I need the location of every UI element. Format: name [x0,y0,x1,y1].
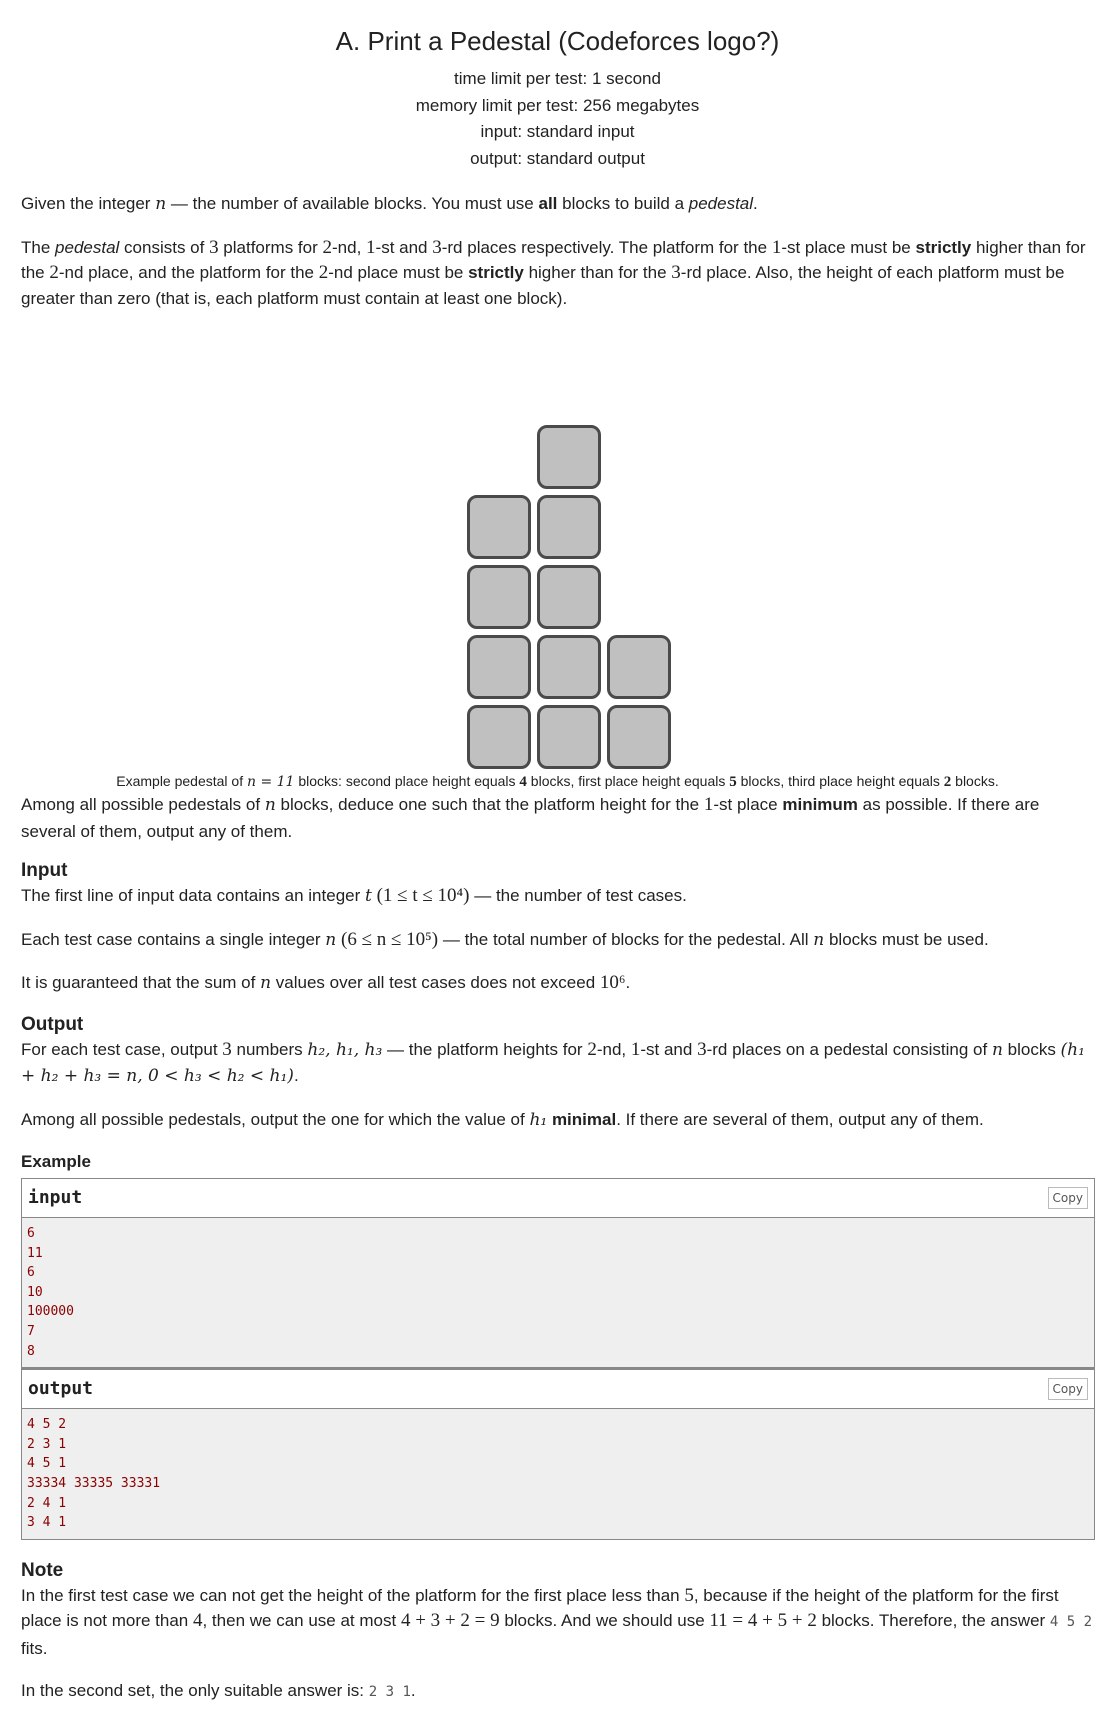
block [467,495,531,559]
sample-line: 3 4 1 [27,1515,67,1531]
input-sample-header [22,1179,1094,1218]
output-heading: Output [21,1013,84,1035]
sample-line: 33334 33335 33331 [27,1475,161,1491]
statement-p1: Given the integer n — the number of available blocks. You must use all blocks to build a pedestal. [21,194,758,214]
figure-caption: Example pedestal of n = 11 blocks: second place height equals 4 blocks, first place height equals 5 blocks, third place height equals 2 blocks. [116,773,999,790]
pedestal-figure [21,411,1094,771]
sample-line: 11 [27,1245,43,1261]
copy-input-button[interactable]: Copy [1048,1187,1088,1209]
block [607,635,671,699]
input-label: input [28,1187,83,1208]
sample-line: 8 [27,1343,35,1359]
example-box [21,1178,1095,1540]
block [467,635,531,699]
limits [21,66,1094,172]
memory-limit: memory limit per test: 256 megabytes [415,95,700,115]
sample-line: 4 5 2 [27,1417,67,1433]
problem-title: A. Print a Pedestal (Codeforces logo?) [335,26,780,56]
sample-line: 4 5 1 [27,1456,67,1472]
input-p3: It is guaranteed that the sum of n values over all test cases does not exceed 10⁶. [21,972,631,993]
block [537,705,601,769]
sample-line: 7 [27,1323,35,1339]
statement-p2: The pedestal consists of 3 platforms for 2-nd, 1-st and 3-rd places respectively. The platform for the 1-st place must be strictly higher than for the 2-nd place, and the platform for the 2-nd place must be strictly higher than for the 3-rd place. Also, the height of each platform must be greater than zero (that is, each platform must contain at least one block). [21,236,1086,308]
example-heading: Example [21,1152,91,1171]
block [537,565,601,629]
output-sample-header [22,1367,1094,1409]
sample-line: 10 [27,1284,43,1300]
input-heading: Input [21,860,68,881]
sample-line: 2 4 1 [27,1495,67,1511]
output-file: output: standard output [470,148,645,168]
input-p2: Each test case contains a single integer n (6 ≤ n ≤ 10⁵) — the total number of blocks for the pedestal. All n blocks must be used. [21,928,989,950]
copy-output-button[interactable]: Copy [1048,1378,1088,1400]
output-p1: For each test case, output 3 numbers h₂, h₁, h₃ — the platform heights for 2-nd, 1-st and 3-rd places on a pedestal consisting of n blocks (h₁ + h₂ + h₃ = n, 0 < h₃ < h₂ < h₁). [21,1038,1085,1086]
input-file: input: standard input [480,122,635,141]
sample-line: 100000 [27,1304,74,1320]
statement-p3: Among all possible pedestals of n blocks, deduce one such that the platform height for the 1-st place minimum as possible. If there are several of them, output any of them. [21,794,1040,841]
note-p2: In the second set, the only suitable answer is: 2 3 1. [21,1681,416,1701]
block [537,635,601,699]
sample-line: 6 [27,1226,35,1241]
block [467,565,531,629]
time-limit: time limit per test: 1 second [454,69,661,88]
sample-line: 6 [27,1265,35,1281]
note-heading: Note [21,1559,64,1581]
note-p1: In the first test case we can not get the height of the platform for the first place less than 5, because if the height of the platform for the first place is not more than 4, then we can use at most 4 + 3 + 2 = 9 blocks. And we should use 11 = 4 + 5 + 2 blocks. Therefore, the answer 4 5 2 fits. [21,1584,1093,1658]
block [537,495,601,559]
sample-line: 2 3 1 [27,1436,67,1452]
output-label: output [28,1378,94,1400]
output-sample [22,1409,1094,1539]
block [607,705,671,769]
input-p1: The first line of input data contains an integer t (1 ≤ t ≤ 10⁴) — the number of test cases. [21,885,687,906]
output-p2: Among all possible pedestals, output the one for which the value of h₁ minimal. If there are several of them, output any of them. [21,1109,984,1130]
input-sample [22,1218,1094,1367]
block [537,425,601,489]
block [467,705,531,769]
